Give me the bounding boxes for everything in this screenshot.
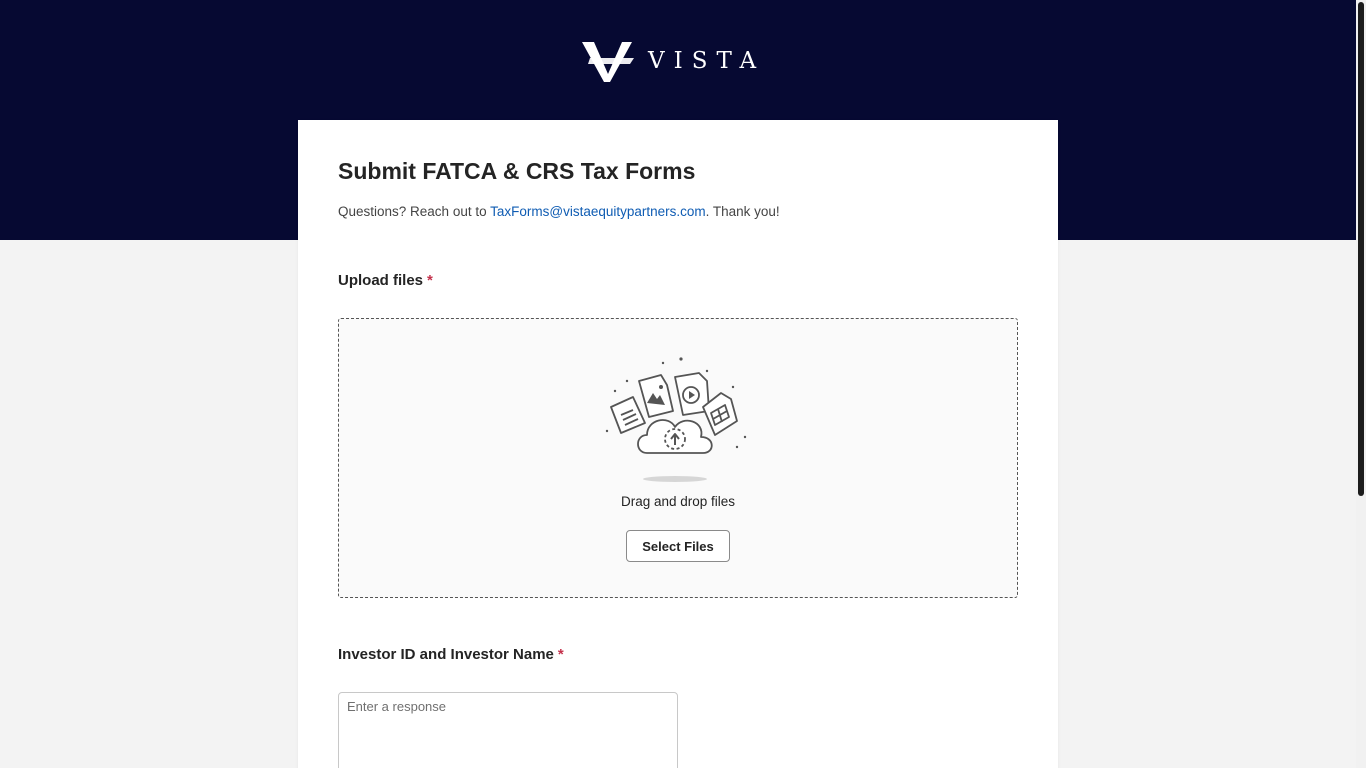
scrollbar-thumb[interactable] [1358, 2, 1364, 496]
required-asterisk: * [427, 272, 433, 289]
page-scrollbar[interactable] [1356, 0, 1366, 768]
logo-wordmark: VISTA [648, 48, 766, 74]
form-card [298, 120, 1058, 768]
required-asterisk: * [557, 646, 564, 663]
investor-response-input[interactable] [338, 692, 678, 768]
form-subtitle [338, 204, 780, 219]
vista-logo [580, 38, 780, 84]
subtitle-prefix: Questions? Reach out to [338, 204, 491, 219]
upload-question-text: Upload files [338, 272, 424, 289]
investor-question-label [338, 646, 564, 663]
vista-logo-mark-icon [580, 38, 642, 84]
file-dropzone[interactable] [338, 318, 1018, 598]
upload-question-label [338, 272, 433, 289]
select-files-button[interactable]: Select Files [626, 530, 730, 562]
drag-drop-text: Drag and drop files [620, 494, 736, 509]
form-title: Submit FATCA & CRS Tax Forms [338, 158, 696, 184]
investor-question-text: Investor ID and Investor Name [338, 646, 554, 663]
contact-email-link[interactable]: TaxForms@vistaequitypartners.com [490, 204, 706, 219]
subtitle-suffix: . Thank you! [705, 204, 780, 219]
cloud-upload-icon [605, 355, 749, 483]
